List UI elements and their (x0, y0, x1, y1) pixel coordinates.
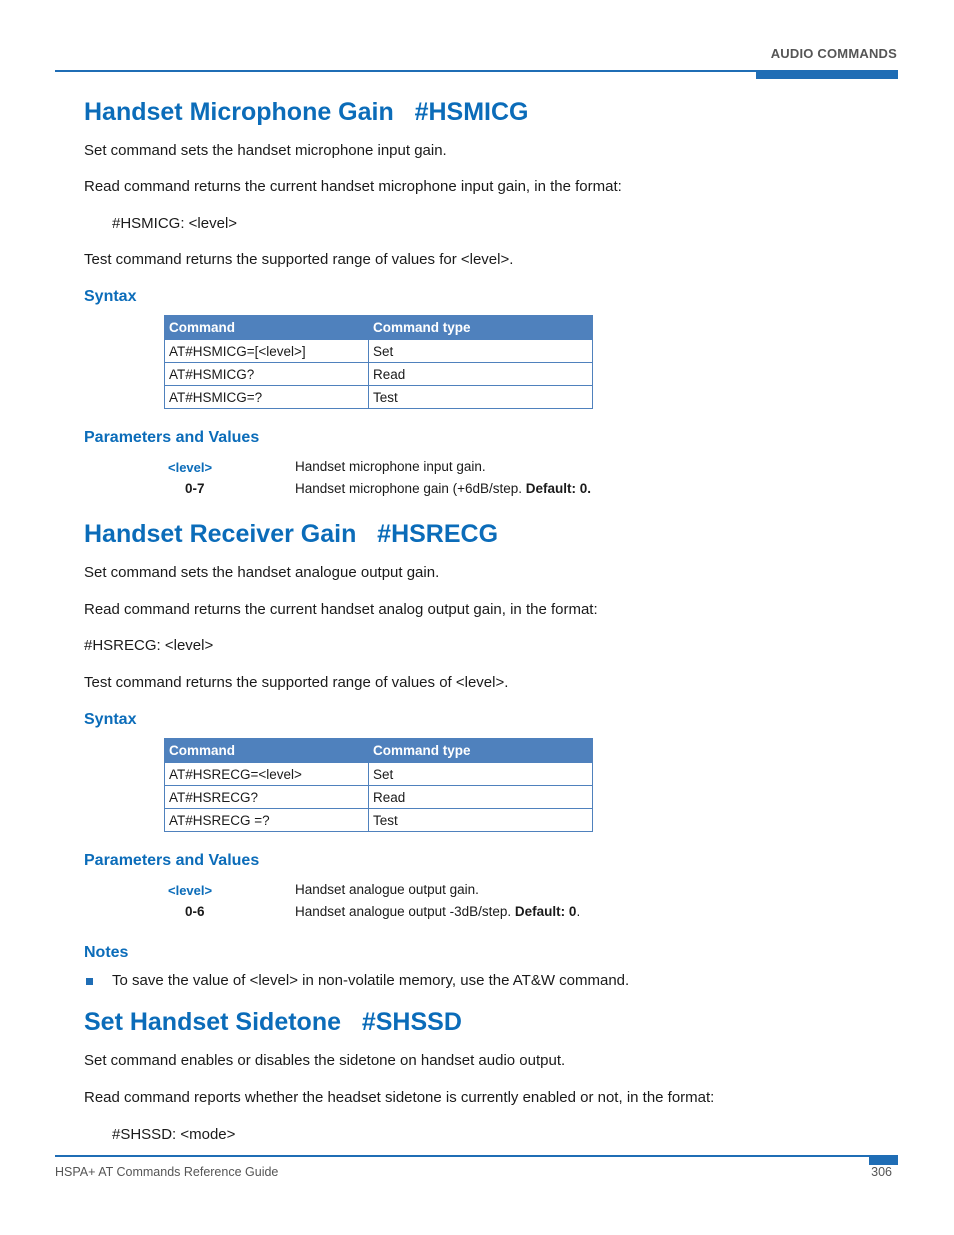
param-description: Handset analogue output gain. (295, 882, 479, 897)
table-row (165, 363, 593, 386)
footer-accent-bar (869, 1155, 898, 1165)
paragraph: Read command reports whether the headset sidetone is currently enabled or not, in the format: (84, 1089, 715, 1106)
table-row (165, 763, 593, 786)
table-cell: Read (369, 363, 593, 386)
format-example: #HSMICG: <level> (112, 215, 238, 232)
param-value-description (295, 481, 591, 496)
table-cell: AT#HSRECG=<level> (165, 763, 369, 786)
section-title-hsmicg: Handset Microphone Gain #HSMICG (84, 98, 529, 126)
table-row (165, 786, 593, 809)
table-row (165, 386, 593, 409)
table-row (165, 809, 593, 832)
paragraph: Read command returns the current handset microphone input gain, in the format: (84, 178, 622, 195)
param-value: 0-6 (185, 904, 205, 919)
table-header-row (165, 739, 593, 763)
table-header-cell: Command type (369, 739, 593, 763)
table-cell: Test (369, 386, 593, 409)
paragraph: Set command sets the handset microphone input gain. (84, 142, 447, 159)
params-heading: Parameters and Values (84, 852, 260, 869)
param-value: 0-7 (185, 481, 205, 496)
params-heading: Parameters and Values (84, 429, 260, 446)
table-cell: AT#HSRECG? (165, 786, 369, 809)
bullet-icon (86, 978, 93, 985)
param-value-description (295, 904, 580, 919)
note-item: To save the value of <level> in non-volatile memory, use the AT&W command. (112, 972, 630, 989)
paragraph: Test command returns the supported range of values of <level>. (84, 674, 509, 691)
syntax-heading: Syntax (84, 711, 137, 728)
table-header-row (165, 316, 593, 340)
section-title-shssd: Set Handset Sidetone #SHSSD (84, 1008, 462, 1036)
syntax-table-hsmicg (164, 315, 593, 409)
table-row (165, 340, 593, 363)
paragraph: Set command enables or disables the sidetone on handset audio output. (84, 1052, 566, 1069)
table-cell: Set (369, 763, 593, 786)
table-cell: AT#HSMICG=[<level>] (165, 340, 369, 363)
default-value: Default: 0. (525, 481, 592, 496)
header-accent-bar (756, 70, 898, 79)
value-text: Handset microphone gain (+6dB/step. (295, 481, 526, 496)
table-header-cell: Command type (369, 316, 593, 340)
paragraph: Read command returns the current handset analog output gain, in the format: (84, 601, 598, 618)
running-header: AUDIO COMMANDS (770, 46, 897, 61)
notes-heading: Notes (84, 944, 129, 961)
paragraph: Test command returns the supported range of values for <level>. (84, 251, 514, 268)
syntax-table-hsrecg (164, 738, 593, 832)
format-example: #SHSSD: <mode> (112, 1126, 236, 1143)
syntax-heading: Syntax (84, 288, 137, 305)
table-cell: Set (369, 340, 593, 363)
table-header-cell: Command (165, 316, 369, 340)
section-title-hsrecg: Handset Receiver Gain #HSRECG (84, 520, 499, 548)
format-example: #HSRECG: <level> (84, 637, 214, 654)
footer-doc-title: HSPA+ AT Commands Reference Guide (55, 1165, 279, 1179)
param-name: <level> (168, 460, 213, 475)
table-cell: Read (369, 786, 593, 809)
param-name: <level> (168, 883, 213, 898)
table-cell: Test (369, 809, 593, 832)
value-end: . (576, 904, 581, 919)
page-number: 306 (871, 1165, 892, 1179)
paragraph: Set command sets the handset analogue output gain. (84, 564, 440, 581)
default-value: Default: 0 (514, 904, 577, 919)
table-cell: AT#HSRECG =? (165, 809, 369, 832)
table-cell: AT#HSMICG? (165, 363, 369, 386)
table-header-cell: Command (165, 739, 369, 763)
param-description: Handset microphone input gain. (295, 459, 486, 474)
table-cell: AT#HSMICG=? (165, 386, 369, 409)
value-text: Handset analogue output -3dB/step. (295, 904, 515, 919)
footer-rule (55, 1155, 898, 1157)
